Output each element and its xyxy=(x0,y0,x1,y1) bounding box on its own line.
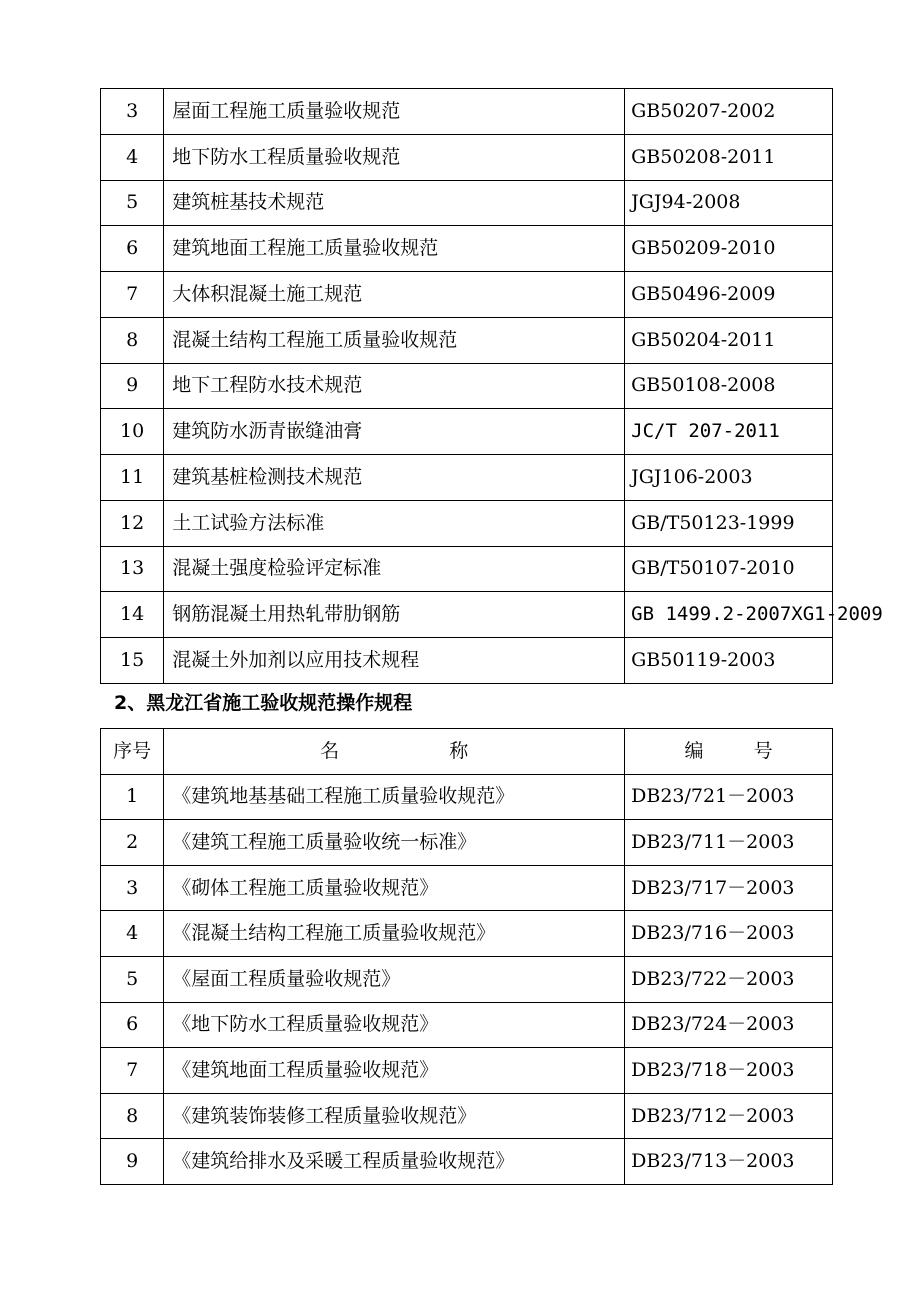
row-standard-name: 大体积混凝土施工规范 xyxy=(164,272,625,318)
row-serial-number: 11 xyxy=(101,455,164,501)
header-code-char-2: 号 xyxy=(753,739,773,762)
row-standard-code: GB50108-2008 xyxy=(625,363,833,409)
row-serial-number: 12 xyxy=(101,500,164,546)
row-standard-name: 土工试验方法标准 xyxy=(164,500,625,546)
row-standard-code: GB/T50107-2010 xyxy=(625,546,833,592)
row-standard-code: JGJ94-2008 xyxy=(625,180,833,226)
row-standard-code: DB23/716－2003 xyxy=(625,911,833,957)
header-serial-number: 序号 xyxy=(101,729,164,775)
row-standard-code: DB23/718－2003 xyxy=(625,1048,833,1094)
table-row xyxy=(101,89,833,135)
row-serial-number: 9 xyxy=(101,363,164,409)
row-standard-name: 《建筑装饰装修工程质量验收规范》 xyxy=(164,1093,625,1139)
row-serial-number: 3 xyxy=(101,89,164,135)
row-standard-name: 建筑基桩检测技术规范 xyxy=(164,455,625,501)
table-row xyxy=(101,865,833,911)
row-standard-name: 混凝土强度检验评定标准 xyxy=(164,546,625,592)
table-row xyxy=(101,638,833,684)
row-serial-number: 7 xyxy=(101,1048,164,1094)
row-standard-code: GB/T50123-1999 xyxy=(625,500,833,546)
row-standard-code: GB50207-2002 xyxy=(625,89,833,135)
national-standards-table-body xyxy=(101,89,883,684)
row-standard-name: 混凝土结构工程施工质量验收规范 xyxy=(164,317,625,363)
table-row xyxy=(101,180,833,226)
row-serial-number: 8 xyxy=(101,317,164,363)
row-serial-number: 4 xyxy=(101,134,164,180)
header-name xyxy=(164,729,625,775)
row-standard-code: GB50208-2011 xyxy=(625,134,833,180)
header-code xyxy=(625,729,833,775)
row-standard-code: JGJ106-2003 xyxy=(625,455,833,501)
row-serial-number: 9 xyxy=(101,1139,164,1185)
row-standard-code: DB23/711－2003 xyxy=(625,820,833,866)
table-row xyxy=(101,226,833,272)
row-standard-code: GB50204-2011 xyxy=(625,317,833,363)
row-standard-name: 《砌体工程施工质量验收规范》 xyxy=(164,865,625,911)
heilongjiang-standards-table xyxy=(100,728,833,1185)
header-code-char-1: 编 xyxy=(684,739,704,762)
row-standard-name: 建筑桩基技术规范 xyxy=(164,180,625,226)
row-standard-code: JC/T 207-2011 xyxy=(625,409,833,455)
row-serial-number: 14 xyxy=(101,592,164,638)
row-serial-number: 5 xyxy=(101,180,164,226)
row-standard-code: GB50119-2003 xyxy=(625,638,833,684)
row-standard-code: DB23/717－2003 xyxy=(625,865,833,911)
table-row xyxy=(101,820,833,866)
row-serial-number: 15 xyxy=(101,638,164,684)
row-serial-number: 6 xyxy=(101,1002,164,1048)
row-standard-name: 《建筑工程施工质量验收统一标准》 xyxy=(164,820,625,866)
table-row xyxy=(101,455,833,501)
section-title: 2、黑龙江省施工验收规范操作规程 xyxy=(114,692,413,714)
header-name-char-1: 名 xyxy=(320,739,340,762)
row-serial-number: 4 xyxy=(101,911,164,957)
row-standard-name: 建筑地面工程施工质量验收规范 xyxy=(164,226,625,272)
row-standard-code: GB50496-2009 xyxy=(625,272,833,318)
row-standard-name: 《屋面工程质量验收规范》 xyxy=(164,956,625,1002)
row-standard-name: 建筑防水沥青嵌缝油膏 xyxy=(164,409,625,455)
row-standard-code: DB23/712－2003 xyxy=(625,1093,833,1139)
row-standard-name: 地下工程防水技术规范 xyxy=(164,363,625,409)
table-row xyxy=(101,1002,833,1048)
table-row xyxy=(101,911,833,957)
table-row xyxy=(101,317,833,363)
row-standard-name: 《建筑地基基础工程施工质量验收规范》 xyxy=(164,774,625,820)
table-row xyxy=(101,956,833,1002)
table-row xyxy=(101,1093,833,1139)
table-header-row xyxy=(101,729,833,775)
row-serial-number: 5 xyxy=(101,956,164,1002)
row-standard-code: DB23/721－2003 xyxy=(625,774,833,820)
table-row xyxy=(101,134,833,180)
row-serial-number: 6 xyxy=(101,226,164,272)
row-serial-number: 7 xyxy=(101,272,164,318)
table-row xyxy=(101,774,833,820)
row-serial-number: 13 xyxy=(101,546,164,592)
row-standard-code: GB 1499.2-2007XG1-2009 xyxy=(625,592,833,638)
table-row xyxy=(101,500,833,546)
table-row xyxy=(101,409,833,455)
row-standard-name: 混凝土外加剂以应用技术规程 xyxy=(164,638,625,684)
row-serial-number: 2 xyxy=(101,820,164,866)
row-standard-code: DB23/724－2003 xyxy=(625,1002,833,1048)
table-row xyxy=(101,592,833,638)
row-standard-code: GB50209-2010 xyxy=(625,226,833,272)
heilongjiang-standards-table-body xyxy=(101,774,833,1184)
row-standard-name: 《建筑给排水及采暖工程质量验收规范》 xyxy=(164,1139,625,1185)
table-row xyxy=(101,546,833,592)
row-standard-name: 《混凝土结构工程施工质量验收规范》 xyxy=(164,911,625,957)
row-standard-name: 钢筋混凝土用热轧带肋钢筋 xyxy=(164,592,625,638)
row-standard-name: 《地下防水工程质量验收规范》 xyxy=(164,1002,625,1048)
header-name-char-2: 称 xyxy=(449,739,469,762)
row-standard-code: DB23/722－2003 xyxy=(625,956,833,1002)
row-serial-number: 3 xyxy=(101,865,164,911)
national-standards-table xyxy=(100,88,883,684)
table-row xyxy=(101,1139,833,1185)
row-standard-name: 地下防水工程质量验收规范 xyxy=(164,134,625,180)
row-serial-number: 10 xyxy=(101,409,164,455)
row-serial-number: 1 xyxy=(101,774,164,820)
row-serial-number: 8 xyxy=(101,1093,164,1139)
table-row xyxy=(101,1048,833,1094)
table-row xyxy=(101,272,833,318)
row-standard-code: DB23/713－2003 xyxy=(625,1139,833,1185)
table-row xyxy=(101,363,833,409)
row-standard-name: 屋面工程施工质量验收规范 xyxy=(164,89,625,135)
row-standard-name: 《建筑地面工程质量验收规范》 xyxy=(164,1048,625,1094)
